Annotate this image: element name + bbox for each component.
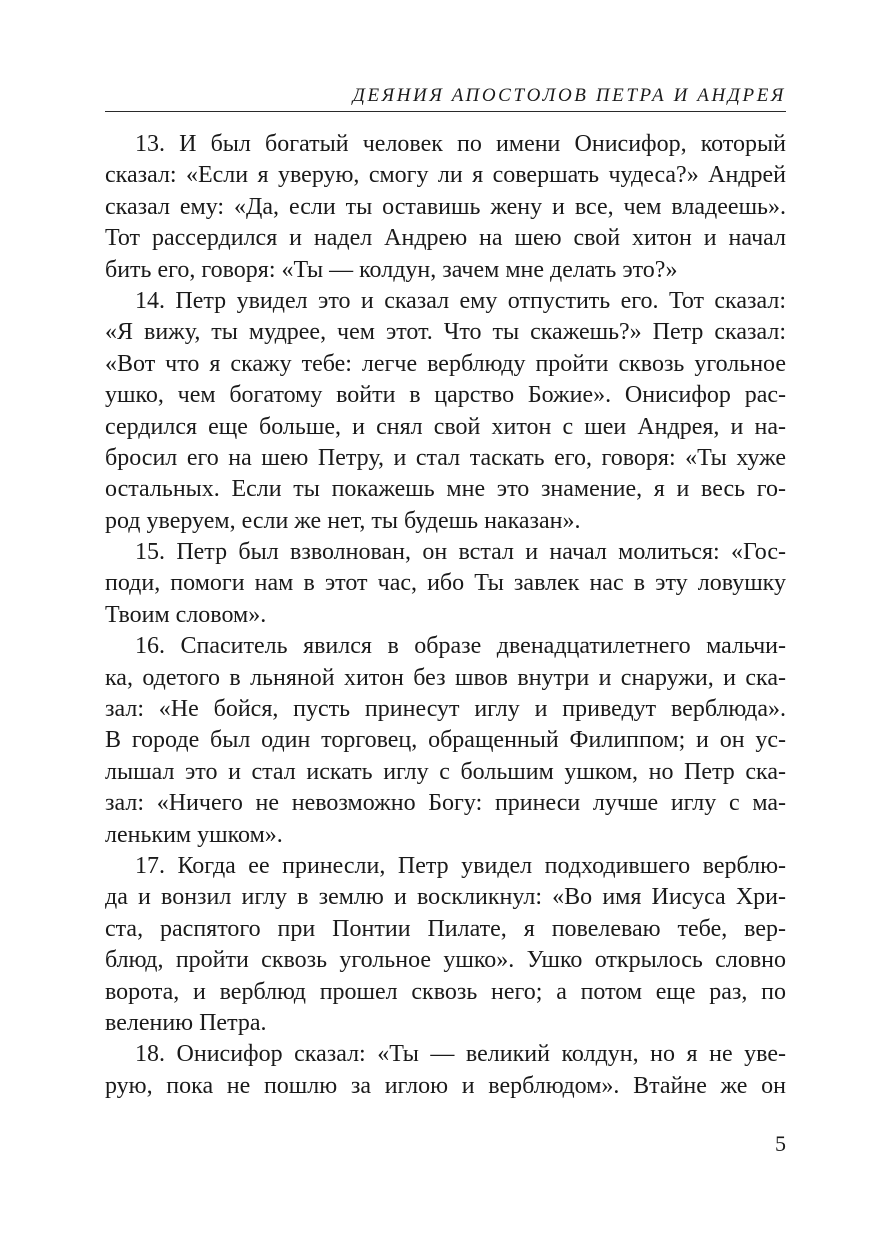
text-line: лышал это и стал искать иглу с большим ушком, но Петр ска- (105, 758, 786, 785)
text-line: блюд, пройти сквозь угольное ушко». Ушко открылось словно (105, 947, 786, 974)
text-line: «Вот что я скажу тебе: легче верблюду пройти сквозь угольное (105, 350, 786, 377)
text-line: Твоим словом». (105, 601, 267, 628)
text-line: 18. Онисифор сказал: «Ты — великий колдун, но я не уве- (135, 1041, 786, 1068)
text-line: Тот рассердился и надел Андрею на шею свой хитон и начал (105, 225, 786, 252)
text-line: рую, пока не пошлю за иглою и верблюдом». Втайне же он (105, 1072, 786, 1099)
text-line: «Я вижу, ты мудрее, чем этот. Что ты скажешь?» Петр сказал: (105, 319, 786, 346)
text-line: ка, одетого в льняной хитон без швов внутри и снаружи, и ска- (105, 664, 786, 691)
text-line: ушко, чем богатому войти в царство Божие». Онисифор рас- (105, 382, 786, 409)
running-header: ДЕЯНИЯ АПОСТОЛОВ ПЕТРА И АНДРЕЯ (105, 84, 786, 112)
text-line: остальных. Если ты покажешь мне это знамение, я и весь го- (105, 476, 786, 503)
text-line: бросил его на шею Петру, и стал таскать его, говоря: «Ты хуже (105, 444, 786, 471)
text-line: зал: «Ничего не невозможно Богу: принеси лучше иглу с ма- (105, 790, 786, 817)
page-number: 5 (775, 1131, 786, 1156)
text-line: сказал ему: «Да, если ты оставишь жену и все, чем владеешь». (105, 193, 786, 220)
paragraph-17 (105, 851, 786, 1039)
text-line: сердился еще больше, и снял свой хитон с шеи Андрея, и на- (105, 413, 786, 440)
paragraph-13 (105, 129, 786, 286)
paragraph-16 (105, 631, 786, 851)
body-text (105, 129, 786, 1102)
text-line: 14. Петр увидел это и сказал ему отпустить его. Тот сказал: (135, 287, 786, 314)
text-line: ворота, и верблюд прошел сквозь него; а потом еще раз, по (105, 978, 786, 1005)
text-line: 15. Петр был взволнован, он встал и начал молиться: «Гос- (135, 539, 786, 566)
text-line: бить его, говоря: «Ты — колдун, зачем мне делать это?» (105, 256, 678, 283)
text-line: зал: «Не бойся, пусть принесут иглу и приведут верблюда». (105, 696, 786, 723)
text-line: поди, помоги нам в этот час, ибо Ты завлек нас в эту ловушку (105, 570, 786, 597)
text-line: леньким ушком». (105, 821, 283, 848)
text-line: В городе был один торговец, обращенный Филиппом; и он ус- (105, 727, 786, 754)
text-line: 17. Когда ее принесли, Петр увидел подходившего верблю- (135, 852, 786, 879)
text-line: 16. Спаситель явился в образе двенадцатилетнего мальчи- (135, 633, 786, 660)
text-line: ста, распятого при Понтии Пилате, я повелеваю тебе, вер- (105, 915, 786, 942)
text-line: 13. И был богатый человек по имени Онисифор, который (135, 131, 786, 157)
text-line: род уверуем, если же нет, ты будешь наказан». (105, 507, 581, 534)
paragraph-18 (105, 1039, 786, 1102)
text-line: велению Петра. (105, 1009, 267, 1036)
paragraph-15 (105, 537, 786, 631)
text-line: сказал: «Если я уверую, смогу ли я совершать чудеса?» Андрей (105, 162, 786, 189)
paragraph-14 (105, 286, 786, 537)
text-line: да и вонзил иглу в землю и воскликнул: «Во имя Иисуса Хри- (105, 884, 786, 911)
